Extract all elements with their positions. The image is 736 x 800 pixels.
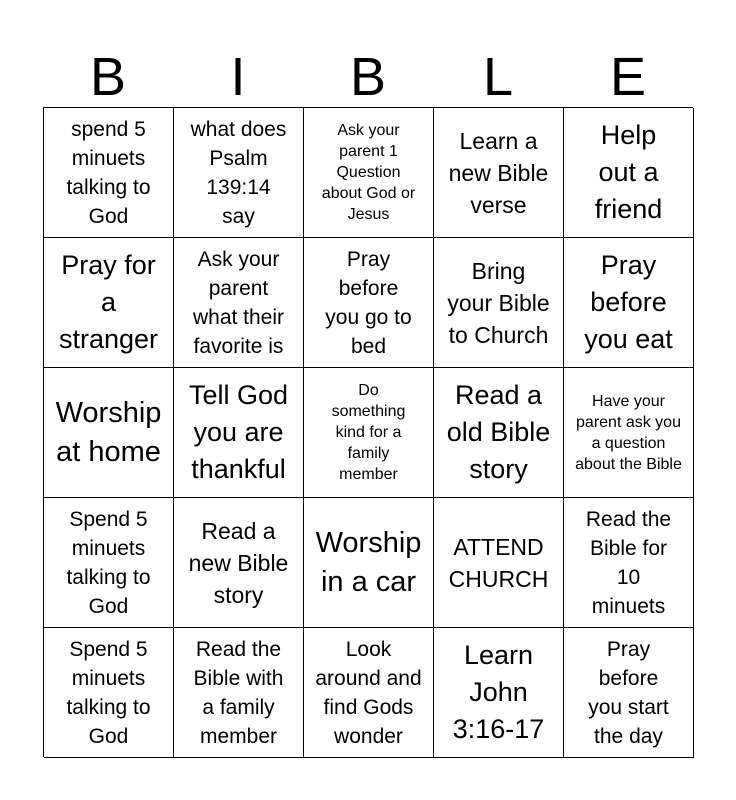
cell-text: Worship at home [55,396,162,468]
cell-text: spend 5 minuets talking to God [66,117,151,228]
cell-text: Pray before you eat [584,250,673,354]
cell-text: Pray before you go to bed [325,247,412,358]
bingo-cell-r3-c4 [434,368,564,498]
cell-text: Pray before you start the day [588,637,669,748]
cell-text: Learn a new Bible verse [448,127,549,218]
bingo-cell-r4-c4 [434,498,564,628]
cell-text: Learn John 3:16-17 [452,640,545,744]
bingo-cell-r1-c5 [564,108,694,238]
cell-text: Read the Bible with a family member [193,637,284,748]
bingo-cell-r3-c2 [174,368,304,498]
bingo-cell-r2-c3 [304,238,434,368]
cell-text: Spend 5 minuets talking to God [66,507,151,618]
bingo-cell-r4-c5 [564,498,694,628]
cell-text: Pray for a stranger [58,250,159,354]
cell-text: Have your parent ask you a question about the Bible [575,392,682,473]
bingo-cell-r3-c1 [44,368,174,498]
header-letter-b2: B [349,47,387,107]
bingo-cell-r1-c3 [304,108,434,238]
cell-text: ATTEND CHURCH [448,533,549,592]
cell-text: Look around and find Gods wonder [315,637,422,748]
bingo-header [43,47,693,107]
cell-text: Read the Bible for 10 minuets [585,507,672,618]
cell-text: Do something kind for a family member [331,382,406,483]
bingo-cell-r5-c2 [174,628,304,758]
cell-text: Read a new Bible story [188,517,289,608]
bingo-cell-r2-c1 [44,238,174,368]
cell-text: Tell God you are thankful [188,380,289,484]
bingo-cell-r3-c5 [564,368,694,498]
bingo-grid [43,107,693,757]
bingo-cell-r1-c4 [434,108,564,238]
bingo-cell-r2-c4 [434,238,564,368]
bingo-cell-r2-c5 [564,238,694,368]
bingo-cell-r1-c2 [174,108,304,238]
bingo-cell-r1-c1 [44,108,174,238]
cell-text: Spend 5 minuets talking to God [66,637,151,748]
bingo-cell-r4-c1 [44,498,174,628]
cell-text: Help out a friend [594,120,663,224]
cell-text: what does Psalm 139:14 say [190,117,287,228]
bingo-cell-r2-c2 [174,238,304,368]
bingo-cell-r3-c3 [304,368,434,498]
bingo-cell-r5-c5 [564,628,694,758]
bingo-cell-r5-c3 [304,628,434,758]
header-letter-e: E [609,47,647,107]
header-letter-b: B [89,47,127,107]
cell-text: Ask your parent what their favorite is [192,247,285,358]
header-letter-i: I [230,47,246,107]
cell-text: Ask your parent 1 Question about God or Jesus [321,122,416,223]
bingo-cell-r4-c3 [304,498,434,628]
bingo-cell-r5-c1 [44,628,174,758]
bingo-cell-r4-c2 [174,498,304,628]
header-letter-l: L [482,47,514,107]
cell-text: Read a old Bible story [446,380,551,484]
cell-text: Worship in a car [315,526,422,598]
cell-text: Bring your Bible to Church [447,257,550,348]
bingo-cell-r5-c4 [434,628,564,758]
